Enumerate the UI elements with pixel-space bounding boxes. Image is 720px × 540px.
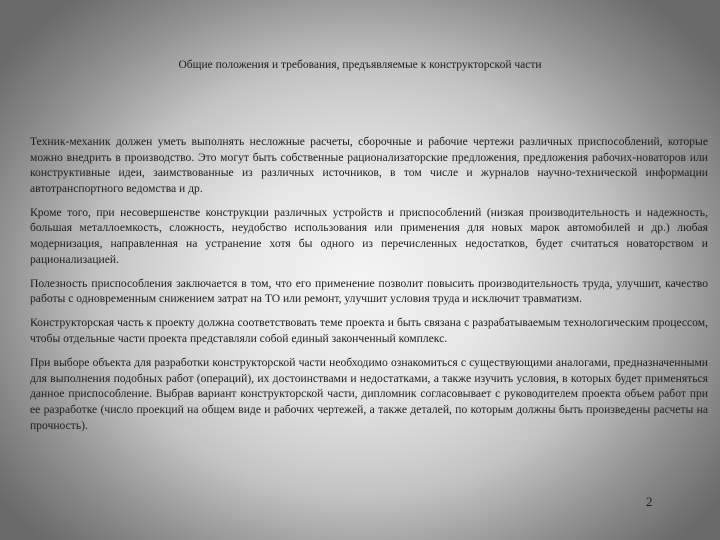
paragraph-4: Конструкторская часть к проекту должна соответствовать теме проекта и быть связана с разрабатываемым технологическим процессом, чтобы отдельные части проекта представляли собой единый законченный комплекс.	[30, 316, 708, 346]
page-number: 2	[646, 494, 653, 509]
slide-title: Общие положения и требования, предъявляемые к конструкторской части	[178, 59, 542, 71]
paragraph-3: Полезность приспособления заключается в том, что его применение позволит повысить производительность труда, улучшит, качество работы с одновременным снижением затрат на ТО или ремонт, улучшит условия труда и исключит травматизм.	[30, 276, 708, 306]
paragraph-2: Кроме того, при несовершенстве конструкции различных устройств и приспособлений (низкая производительность и надежность, большая металлоемкость, сложность, неудобство использования или применения для новых марок автомобилей и др.) любая модернизация, направленная на устранение хотя бы одного из перечисленных недостатков, будет считаться новаторством и рационализацией.	[30, 205, 708, 266]
paragraph-1: Техник-механик должен уметь выполнять несложные расчеты, сборочные и рабочие чертежи различных приспособлений, которые можно внедрить в производство. Это могут быть собственные рационализаторские предложения, предложения рабочих-новаторов или конструктивные идеи, заимствованные из различных источников, в том числе и журналов научно-технической информации автотранспортного ведомства и др.	[30, 135, 708, 195]
paragraph-5: При выборе объекта для разработки конструкторской части необходимо ознакомиться с существующими аналогами, предназначенными для выполнения подобных работ (операций), их достоинствами и недостатками, а также изучить условия, в которых будет применяться данное приспособление. Выбрав вариант конструкторской части, дипломник согласовывает с руководителем проекта объем работ при ее разработке (число проекций на общем виде и рабочих чертежей, а также деталей, по которым должны быть произведены расчеты на прочность).	[30, 356, 708, 432]
slide-body	[30, 134, 708, 442]
